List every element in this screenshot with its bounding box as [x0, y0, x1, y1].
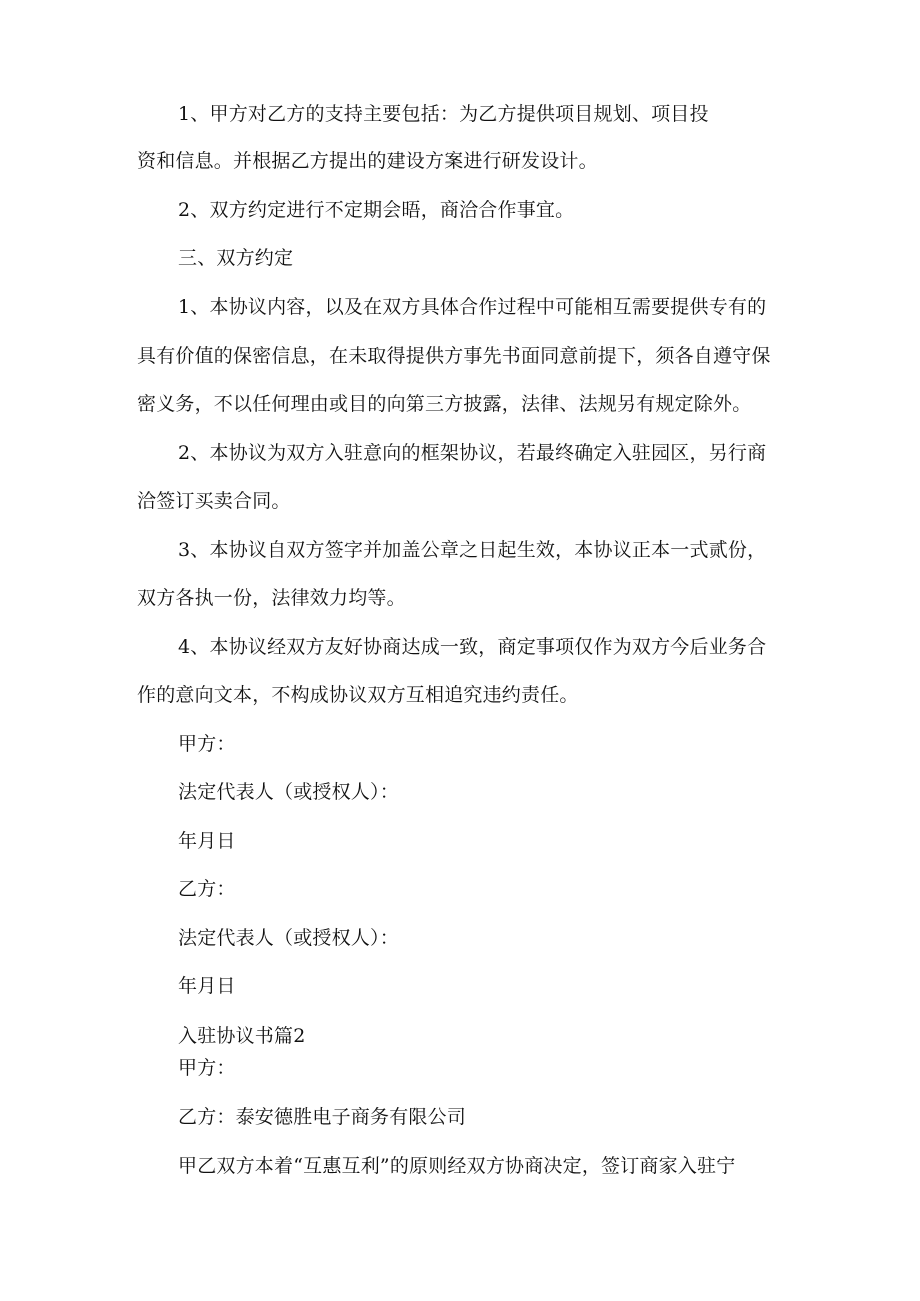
- paragraph-line: 甲乙双方本着“互惠互利”的原则经双方协商决定，签订商家入驻宁: [178, 1155, 736, 1177]
- section-title: 入驻协议书篇2: [178, 1025, 306, 1047]
- signature-representative-a: 法定代表人（或授权人）：: [178, 781, 399, 803]
- signature-party-b: 乙方：: [178, 878, 236, 900]
- paragraph-line: 4、本协议经双方友好协商达成一致，商定事项仅作为双方今后业务合: [178, 636, 767, 658]
- paragraph-line: 具有价值的保密信息，在未取得提供方事先书面同意前提下，须各自遵守保: [137, 345, 771, 367]
- paragraph-line: 作的意向文本，不构成协议双方互相追究违约责任。: [137, 684, 579, 706]
- paragraph-line: 2、双方约定进行不定期会晤，商洽合作事宜。: [178, 199, 575, 221]
- signature-date-a: 年月日: [178, 830, 236, 852]
- paragraph-line: 洽签订买卖合同。: [137, 490, 291, 512]
- paragraph-line: 3、本协议自双方签字并加盖公章之日起生效，本协议正本一式贰份，: [178, 539, 767, 561]
- paragraph-line: 密义务，不以任何理由或目的向第三方披露，法律、法规另有规定除外。: [137, 393, 752, 415]
- party-a-label: 甲方：: [178, 1057, 236, 1079]
- paragraph-line: 1、甲方对乙方的支持主要包括：为乙方提供项目规划、项目投: [178, 103, 709, 125]
- paragraph-line: 双方各执一份，法律效力均等。: [137, 587, 406, 609]
- paragraph-line: 2、本协议为双方入驻意向的框架协议，若最终确定入驻园区，另行商: [178, 442, 767, 464]
- paragraph-line: 1、本协议内容，以及在双方具体合作过程中可能相互需要提供专有的: [178, 296, 767, 318]
- paragraph-line: 资和信息。并根据乙方提出的建设方案进行研发设计。: [137, 150, 598, 172]
- party-b-label: 乙方：泰安德胜电子商务有限公司: [178, 1106, 467, 1128]
- signature-party-a: 甲方：: [178, 733, 236, 755]
- signature-date-b: 年月日: [178, 975, 236, 997]
- signature-representative-b: 法定代表人（或授权人）：: [178, 927, 399, 949]
- section-heading: 三、双方约定: [178, 247, 294, 269]
